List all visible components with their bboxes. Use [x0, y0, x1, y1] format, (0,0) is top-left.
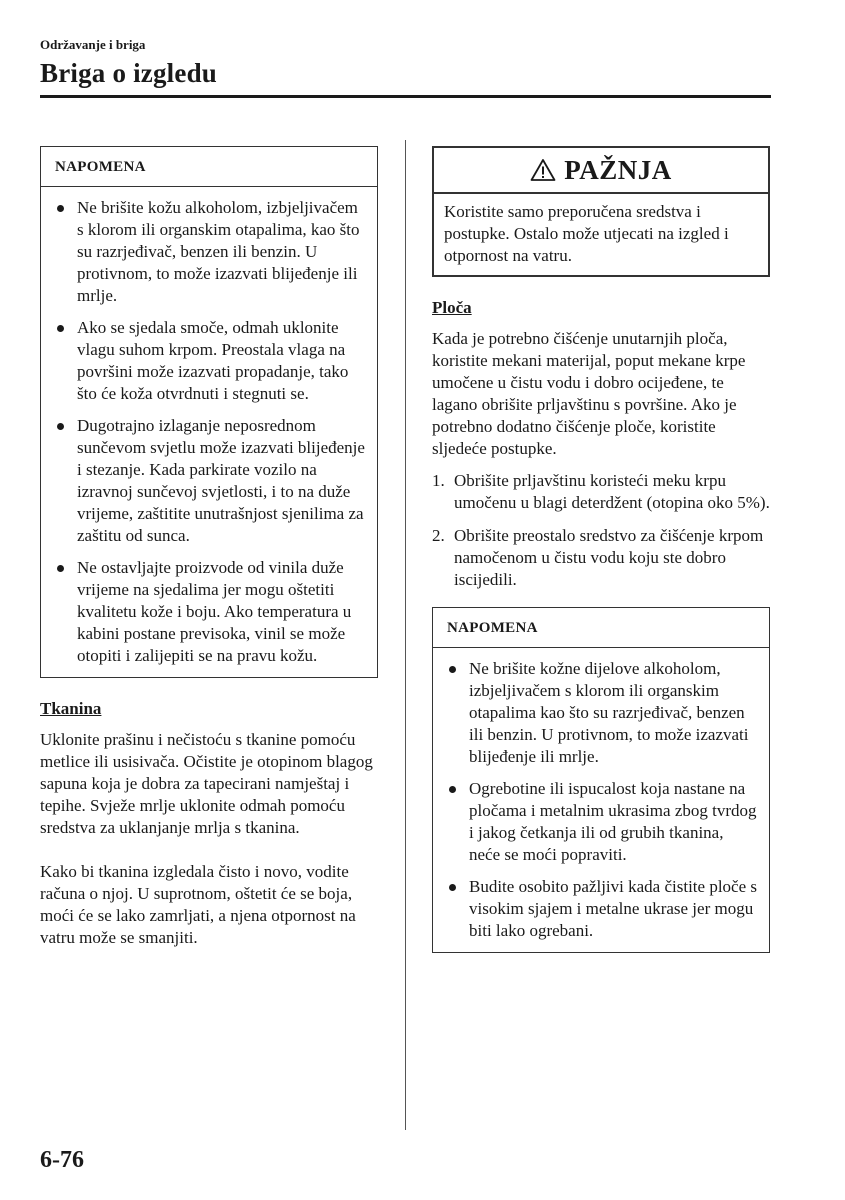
- step-number: 2.: [432, 526, 445, 545]
- step-number: 1.: [432, 471, 445, 490]
- list-item: [445, 778, 757, 866]
- step-text: Obrišite preostalo sredstvo za čišćenje krpom namočenom u čistu vodu koju ste dobro iscijedili.: [454, 526, 764, 589]
- list-item: [445, 876, 757, 942]
- step-item: [432, 525, 770, 591]
- note-heading: NAPOMENA: [433, 608, 769, 648]
- list-item: [53, 557, 365, 667]
- paragraph: Uklonite prašinu i nečistoću s tkanine pomoću metlice ili usisivača. Očistite je otopinom blagog sapuna koja je dobra za tapecirani namještaj i tepihe. Svježe mrlje uklonite odmah pomoću sredstva za uklanjanje mrlja s tkanina.: [40, 730, 373, 837]
- list-item-text: Ne ostavljajte proizvode od vinila duže vrijeme na sjedalima jer mogu oštetiti kvalitetu kože i boju. Ako temperatura u kabini postane previsoka, vinil se može otopiti i zalijepiti se na pravu kožu.: [77, 558, 352, 665]
- bullet-icon: [57, 325, 64, 332]
- bullet-icon: [57, 205, 64, 212]
- warning-triangle-icon: [530, 158, 556, 182]
- warning-title: PAŽNJA: [564, 155, 672, 185]
- list-item: [445, 658, 757, 768]
- paragraph: Kako bi tkanina izgledala čisto i novo, vodite računa o njoj. U suprotnom, oštetit će se boja, moći će se lako zamrljati, a njena otpornost na vatru može se smanjiti.: [40, 862, 356, 947]
- note-heading: NAPOMENA: [41, 147, 377, 187]
- list-item-text: Ne brišite kožne dijelove alkoholom, izbjeljivačem s klorom ili organskim otapalima kao što su razrjeđivač, benzen ili benzin. U protivnom, to može izazvati blijeđenje ili mrlje.: [469, 659, 749, 766]
- column-divider: [405, 140, 406, 1130]
- title-rule: [40, 95, 771, 98]
- list-item-text: Ogrebotine ili ispucalost koja nastane na pločama i metalnim ukrasima zbog tvrdog i jakog četkanja ili od grubih tkanina, neće se moći popraviti.: [469, 779, 757, 864]
- note-box-leather: [40, 146, 378, 678]
- list-item: [53, 197, 365, 307]
- list-item-text: Dugotrajno izlaganje neposrednom sunčevom svjetlu može izazvati blijeđenje i stezanje. Kada parkirate vozilo na izravnoj sunčevoj svjetlosti, i to na duže vrijeme, zaštitite unutrašnjost sjenilima za zaštitu od sunca.: [77, 416, 365, 545]
- step-item: [432, 470, 770, 514]
- section-heading-ploca: Ploča: [432, 298, 472, 317]
- bullet-icon: [449, 666, 456, 673]
- bullet-icon: [449, 786, 456, 793]
- page-title: Briga o izgledu: [40, 58, 217, 88]
- list-item-text: Ne brišite kožu alkoholom, izbjeljivačem s klorom ili organskim otapalima, kao što su razrjeđivač, benzen ili benzin. U protivnom, to može izazvati blijeđenje ili mrlje.: [77, 198, 360, 305]
- list-item-text: Budite osobito pažljivi kada čistite ploče s visokim sjajem i metalne ukrase jer mogu biti lako ogrebani.: [469, 877, 757, 940]
- section-heading-tkanina: Tkanina: [40, 699, 102, 718]
- list-item-text: Ako se sjedala smoče, odmah uklonite vlagu suhom krpom. Preostala vlaga na površini može izazvati propadanje, tako što će koža otvrdnuti i stegnuti se.: [77, 318, 349, 403]
- note-box-panels: [432, 607, 770, 953]
- left-column: [40, 146, 378, 949]
- bullet-icon: [449, 884, 456, 891]
- warning-text: Koristite samo preporučena sredstva i postupke. Ostalo može utjecati na izgled i otpornost na vatru.: [444, 202, 729, 265]
- warning-box: [432, 146, 770, 277]
- step-text: Obrišite prljavštinu koristeći meku krpu umočenu u blagi deterdžent (otopina oko 5%).: [454, 471, 770, 512]
- list-item: [53, 415, 365, 547]
- section-label: Održavanje i briga: [40, 37, 146, 52]
- list-item: [53, 317, 365, 405]
- note-list: [41, 187, 377, 677]
- right-column: [432, 146, 770, 953]
- page-number: 6-76: [40, 1147, 84, 1173]
- bullet-icon: [57, 565, 64, 572]
- bullet-icon: [57, 423, 64, 430]
- note-list: [433, 648, 769, 952]
- warning-heading: [434, 148, 768, 194]
- numbered-steps: [432, 470, 770, 591]
- paragraph: Kada je potrebno čišćenje unutarnjih ploča, koristite mekani materijal, poput mekane krpe umočene u čistu vodu i dobro ocijeđene, te lagano obrišite prljavštinu s površine. Ako je potrebno dodatno čišćenje ploče, koristite sljedeće postupke.: [432, 329, 746, 458]
